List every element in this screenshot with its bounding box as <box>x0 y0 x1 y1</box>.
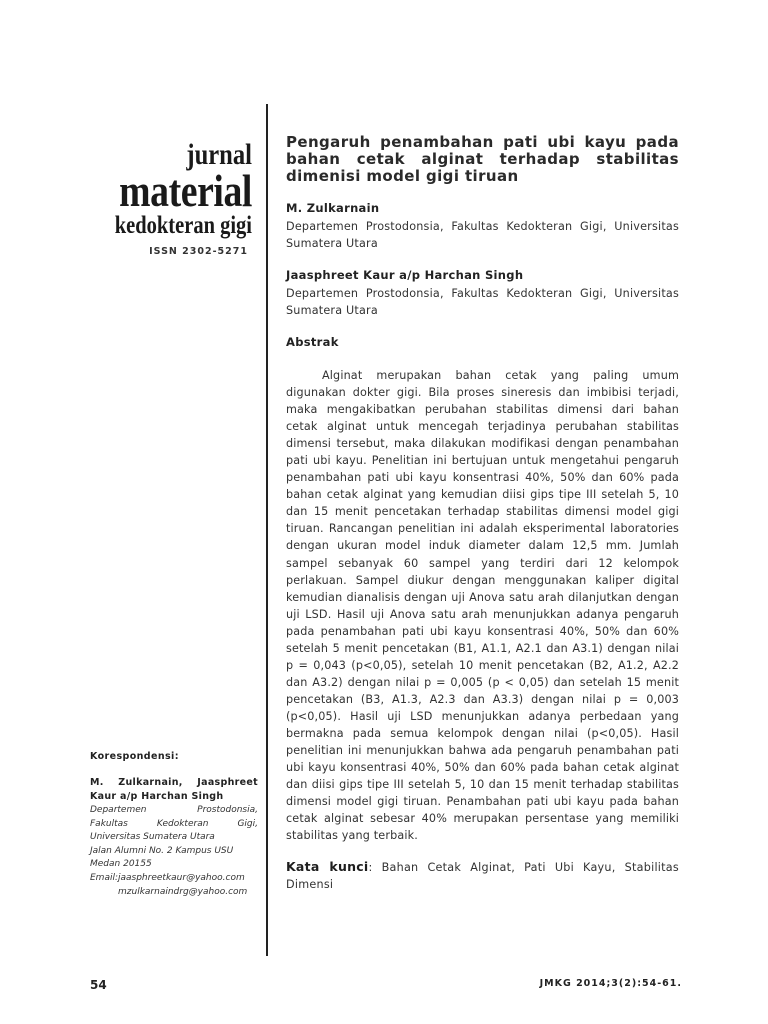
author-affiliation: Departemen Prostodonsia, Fakultas Kedokteran Gigi, Universitas Sumatera Utara <box>286 220 679 250</box>
article-main-column <box>286 134 679 893</box>
abstract-heading: Abstrak <box>286 335 339 349</box>
author-block-1 <box>286 201 679 252</box>
abstract-text: Alginat merupakan bahan cetak yang paling umum digunakan dokter gigi. Bila proses sineresis dan imbibisi terjadi, maka mengakibatkan perubahan stabilitas dimensi dari bahan cetak alginat untuk mencegah terjadinya perubahan stabilitas dimensi tersebut, maka dilakukan modifikasi dengan penambahan pati ubi kayu. Penelitian ini bertujuan untuk mengetahui pengaruh penambahan pati ubi kayu konsentrasi 40%, 50% dan 60% pada bahan cetak alginat yang kemudian diisi gips tipe III setelah 5, 10 dan 15 menit pencetakan terhadap stabilitas dimensi model gigi tiruan. Rancangan penelitian ini adalah eksperimental laboratories dengan ukuran model induk diameter dalam 12,5 mm. Jumlah sampel sebanyak 60 sampel yang terdiri dari 12 kelompok perlakuan. Sampel diukur dengan menggunakan kaliper digital kemudian dianalisis dengan uji Anova satu arah dilanjutkan dengan uji LSD. Hasil uji Anova satu arah menunjukkan adanya pengaruh pada penambahan pati ubi kayu konsentrasi 40%, 50% dan 60% setelah 5 menit pencetakan (B1, A1.1, A2.1 dan A3.1) dengan nilai p = 0,043 (p<0,05), setelah 10 menit pencetakan (B2, A1.2, A2.2 dan A3.2) dengan nilai p = 0,005 (p < 0,05) dan setelah 15 menit pencetakan (B3, A1.3, A2.3 dan A3.3) dengan nilai p = 0,003 (p<0,05). Hasil uji LSD menunjukkan adanya perbedaan yang bermakna pada semua kelompok dengan nilai (p<0,05). Hasil penelitian ini menunjukkan bahwa ada pengaruh penambahan pati ubi kayu konsentrasi 40%, 50% dan 60% pada bahan cetak alginat dan diisi gips tipe III setelah 5, 10 dan 15 menit terhadap stabilitas dimensi model gigi tiruan. Penambahan pati ubi kayu pada bahan cetak alginat sebesar 40% merupakan persentase yang memiliki stabilitas yang terbaik. <box>286 369 679 843</box>
correspondence-address: Jalan Alumni No. 2 Kampus USU <box>90 845 234 856</box>
correspondence-block <box>90 751 258 899</box>
journal-logo <box>82 140 252 240</box>
journal-citation: JMKG 2014;3(2):54-61. <box>539 978 682 989</box>
correspondence-university: Universitas Sumatera Utara <box>90 832 215 843</box>
correspondence-faculty: Fakultas Kedokteran Gigi, <box>90 818 258 829</box>
correspondence-city: Medan 20155 <box>90 859 152 870</box>
journal-logo-line1: jurnal <box>186 138 252 171</box>
correspondence-heading: Korespondensi: <box>90 751 179 762</box>
keywords-list: : Bahan Cetak Alginat, Pati Ubi Kayu, Stabilitas Dimensi <box>286 861 679 892</box>
keywords <box>286 858 679 893</box>
correspondence-names: M. Zulkarnain, Jaasphreet Kaur a/p Harchan Singh <box>90 777 258 802</box>
article-title: Pengaruh penambahan pati ubi kayu pada bahan cetak alginat terhadap stabilitas dimenisi model gigi tiruan <box>286 133 679 185</box>
keywords-label: Kata kunci <box>286 859 369 875</box>
author-name: Jaasphreet Kaur a/p Harchan Singh <box>286 268 524 282</box>
vertical-divider <box>266 104 268 956</box>
author-affiliation: Departemen Prostodonsia, Fakultas Kedokteran Gigi, Universitas Sumatera Utara <box>286 287 679 317</box>
page-number: 54 <box>90 978 107 992</box>
author-block-2 <box>286 268 679 319</box>
journal-logo-line3: kedokteran gigi <box>114 212 252 239</box>
author-name: M. Zulkarnain <box>286 201 380 215</box>
correspondence-department: Departemen Prostodonsia, <box>90 805 258 815</box>
issn-number: ISSN 2302-5271 <box>149 246 248 257</box>
journal-logo-line2: material <box>119 165 252 216</box>
correspondence-email[interactable]: Email:jaasphreetkaur@yahoo.com <box>90 872 245 883</box>
correspondence-email-2[interactable]: mzulkarnaindrg@yahoo.com <box>118 886 248 897</box>
